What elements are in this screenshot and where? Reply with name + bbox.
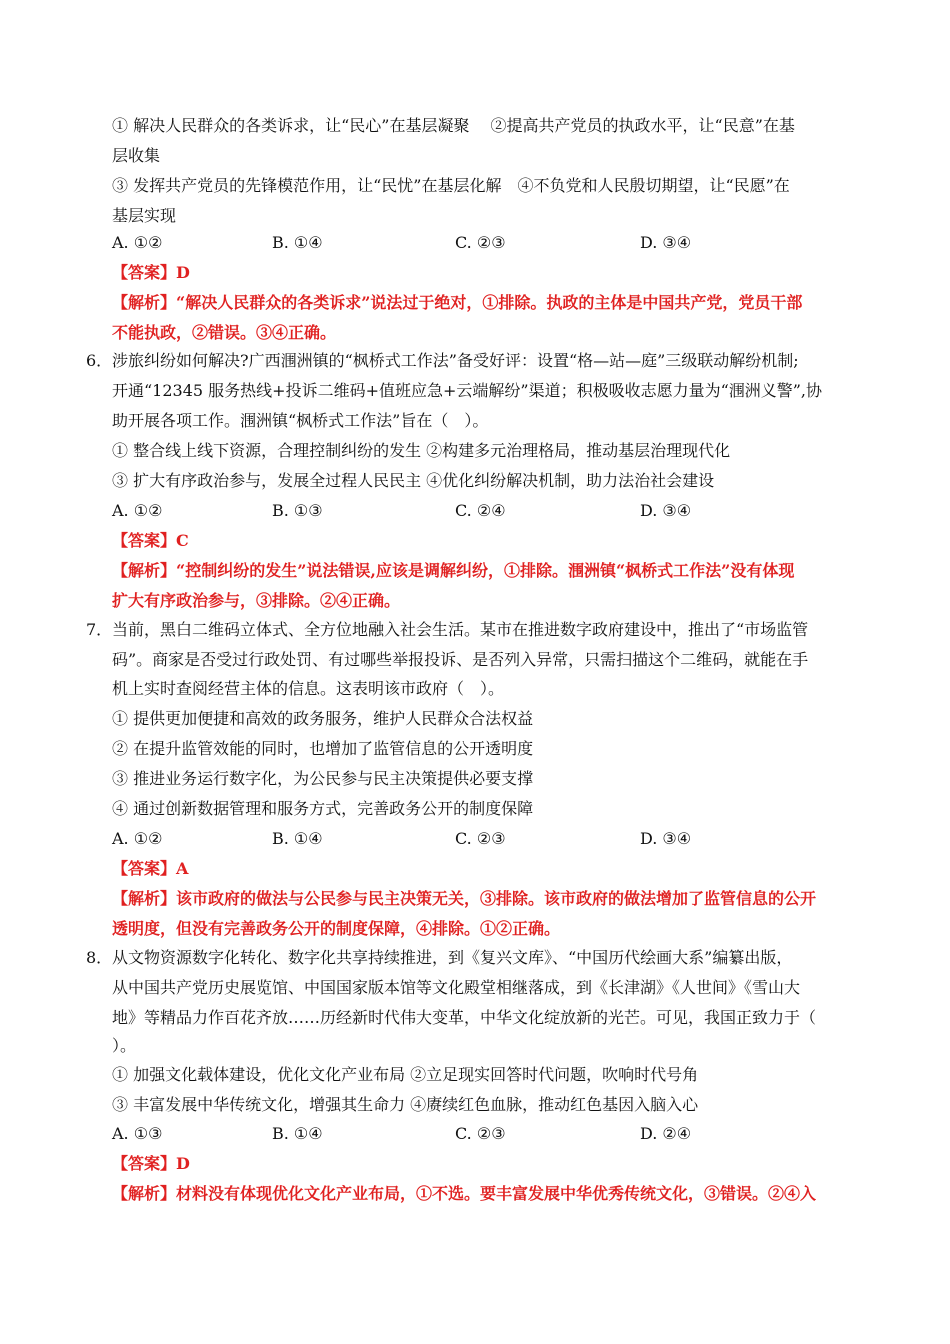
q8-number: 8．	[86, 948, 113, 967]
q5-option-d: D. ③④	[640, 233, 692, 252]
q6-stem-1: 涉旅纠纷如何解决?广西涠洲镇的“枫桥式工作法”备受好评：设置“格—站—庭”三级联动解纷机制;	[112, 351, 799, 370]
q7-analysis-2: 透明度，但没有完善政务公开的制度保障，④排除。①②正确。	[112, 919, 561, 938]
q8-statement-1: ① 加强文化载体建设，优化文化产业布局 ②立足现实回答时代问题，吹响时代号角	[112, 1065, 699, 1084]
q7-answer: 【答案】A	[112, 859, 189, 878]
q6-option-b: B. ①③	[272, 501, 323, 520]
q8-analysis-1: 【解析】材料没有体现优化文化产业布局，①不选。要丰富发展中华优秀传统文化，③错误。②④入	[112, 1184, 817, 1203]
q7-stem-2: 码”。商家是否受过行政处罚、有过哪些举报投诉、是否列入异常，只需扫描这个二维码，就能在手	[112, 650, 809, 669]
q5-option-c: C. ②③	[455, 233, 506, 252]
q6-stem-3: 助开展各项工作。涠洲镇“枫桥式工作法”旨在（ ）。	[112, 411, 489, 430]
q5-answer: 【答案】D	[112, 263, 190, 282]
q6-option-d: D. ③④	[640, 501, 692, 520]
q7-option-d: D. ③④	[640, 829, 692, 848]
q6-statement-2: ③ 扩大有序政治参与，发展全过程人民民主 ④优化纠纷解决机制，助力法治社会建设	[112, 471, 715, 490]
q7-stem-3: 机上实时查阅经营主体的信息。这表明该市政府（ ）。	[112, 679, 505, 698]
q5-analysis-2: 不能执政，②错误。③④正确。	[112, 323, 337, 342]
q6-option-a: A. ①②	[112, 501, 163, 520]
q6-option-c: C. ②④	[455, 501, 506, 520]
q8-option-d: D. ②④	[640, 1124, 692, 1143]
q6-number: 6．	[86, 351, 113, 370]
q8-stem-4: ）。	[112, 1036, 137, 1055]
q8-option-b: B. ①④	[272, 1124, 323, 1143]
q7-statement-3: ③ 推进业务运行数字化，为公民参与民主决策提供必要支撑	[112, 769, 534, 788]
q6-answer: 【答案】C	[112, 531, 189, 550]
q7-option-b: B. ①④	[272, 829, 323, 848]
q8-stem-1: 从文物资源数字化转化、数字化共享持续推进，到《复兴文库》、“中国历代绘画大系”编纂出版，	[112, 948, 793, 967]
q8-stem-2: 从中国共产党历史展览馆、中国国家版本馆等文化殿堂相继落成，到《长津湖》《人世间》《雪山大	[112, 978, 801, 997]
q7-statement-4: ④ 通过创新数据管理和服务方式，完善政务公开的制度保障	[112, 799, 534, 818]
q7-option-a: A. ①②	[112, 829, 163, 848]
q7-statement-2: ② 在提升监管效能的同时，也增加了监管信息的公开透明度	[112, 739, 534, 758]
q5-option-a: A. ①②	[112, 233, 163, 252]
q8-stem-3: 地》等精品力作百花齐放……历经新时代伟大变革，中华文化绽放新的光芒。可见，我国正致力于（	[112, 1008, 817, 1027]
q8-statement-2: ③ 丰富发展中华传统文化，增强其生命力 ④赓续红色血脉，推动红色基因入脑入心	[112, 1095, 699, 1114]
q8-option-a: A. ①③	[112, 1124, 163, 1143]
q8-answer: 【答案】D	[112, 1154, 190, 1173]
q5-statement-3: ③ 发挥共产党员的先锋模范作用，让“民忧”在基层化解 ④不负党和人民殷切期望，让“民愿”在	[112, 176, 790, 195]
q8-option-c: C. ②③	[455, 1124, 506, 1143]
q7-statement-1: ① 提供更加便捷和高效的政务服务，维护人民群众合法权益	[112, 709, 534, 728]
q5-statement-1-cont: 层收集	[112, 146, 161, 165]
q5-analysis-1: 【解析】“解决人民群众的各类诉求”说法过于绝对，①排除。执政的主体是中国共产党，党员干部	[112, 293, 803, 312]
q5-option-b: B. ①④	[272, 233, 323, 252]
q6-analysis-2: 扩大有序政治参与，③排除。②④正确。	[112, 591, 401, 610]
q5-statement-3-cont: 基层实现	[112, 206, 177, 225]
q6-statement-1: ① 整合线上线下资源，合理控制纠纷的发生 ②构建多元治理格局，推动基层治理现代化	[112, 441, 731, 460]
q7-number: 7．	[86, 620, 113, 639]
q7-analysis-1: 【解析】该市政府的做法与公民参与民主决策无关，③排除。该市政府的做法增加了监管信息的公开	[112, 889, 817, 908]
q6-stem-2: 开通“12345 服务热线+投诉二维码+值班应急+云端解纷”渠道；积极吸收志愿力量为“涠洲义警”,协	[112, 381, 823, 400]
q7-stem-1: 当前，黑白二维码立体式、全方位地融入社会生活。某市在推进数字政府建设中，推出了“市场监管	[112, 620, 809, 639]
q5-statement-1: ① 解决人民群众的各类诉求，让“民心”在基层凝聚 ②提高共产党员的执政水平，让“民意”在基	[112, 116, 795, 135]
q7-option-c: C. ②③	[455, 829, 506, 848]
q6-analysis-1: 【解析】“控制纠纷的发生”说法错误,应该是调解纠纷，①排除。涠洲镇“枫桥式工作法”没有体现	[112, 561, 795, 580]
